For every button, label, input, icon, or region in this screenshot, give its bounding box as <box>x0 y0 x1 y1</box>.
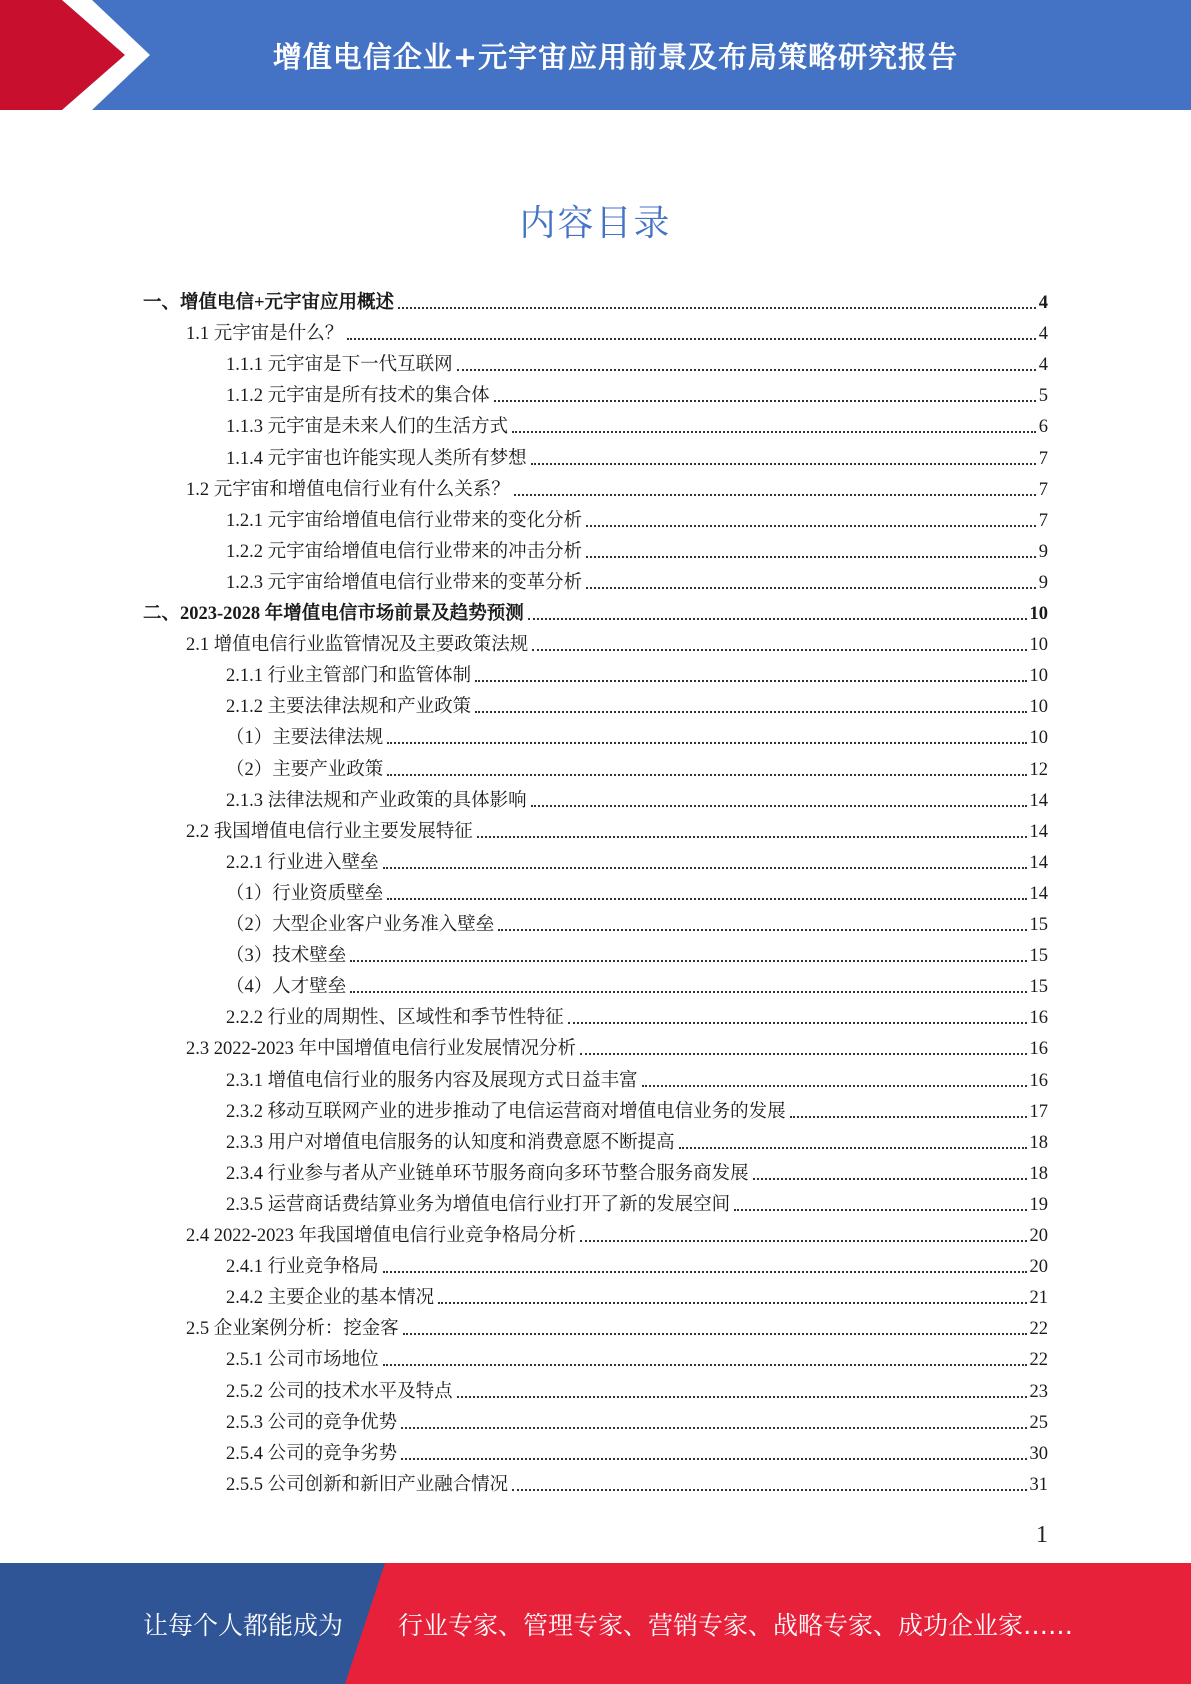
dot-leader <box>401 1458 1026 1460</box>
toc-entry-label: 2.1.3 法律法规和产业政策的具体影响 <box>226 790 527 811</box>
toc-entry-label: 2.5.1 公司市场地位 <box>226 1350 379 1371</box>
header-banner <box>0 0 1191 110</box>
toc-entry-label: 2.1 增值电信行业监管情况及主要政策法规 <box>186 635 529 656</box>
dot-leader <box>350 991 1026 993</box>
toc-entry[interactable] <box>186 471 1048 502</box>
dot-leader <box>532 649 1026 651</box>
toc-entry-label: 2.3.5 运营商话费结算业务为增值电信行业打开了新的发展空间 <box>226 1194 731 1215</box>
dot-leader <box>401 1427 1026 1429</box>
toc-entry-page: 23 <box>1029 1381 1048 1402</box>
toc-entry-page: 25 <box>1029 1412 1048 1433</box>
toc-entry-page: 14 <box>1029 821 1048 842</box>
toc-entry-page: 10 <box>1029 666 1048 687</box>
toc-entry[interactable] <box>226 657 1048 688</box>
toc-entry[interactable] <box>226 440 1048 471</box>
toc-entry-page: 16 <box>1029 1008 1048 1029</box>
toc-entry[interactable] <box>226 1279 1048 1310</box>
toc-entry[interactable] <box>226 1373 1048 1404</box>
toc-entry[interactable] <box>226 968 1048 999</box>
toc-entry[interactable] <box>186 813 1048 844</box>
dot-leader <box>586 587 1036 589</box>
toc-entry-page: 15 <box>1029 915 1048 935</box>
toc-entry-label: 2.1.2 主要法律法规和产业政策 <box>226 697 472 718</box>
dot-leader <box>514 494 1036 496</box>
toc-entry-page: 18 <box>1029 1163 1048 1184</box>
toc-entry-label: （3）技术壁垒 <box>226 946 347 967</box>
toc-entry[interactable] <box>226 688 1048 719</box>
toc-entry-page: 10 <box>1029 728 1048 749</box>
toc-entry-page: 22 <box>1029 1350 1048 1371</box>
toc-entry[interactable] <box>226 1404 1048 1435</box>
toc-entry[interactable] <box>186 315 1048 346</box>
dot-leader <box>387 774 1026 776</box>
toc-entry[interactable] <box>186 1030 1048 1061</box>
toc-entry-label: 2.3 2022-2023 年中国增值电信行业发展情况分析 <box>186 1039 577 1060</box>
toc-entry-label: （2）大型企业客户业务准入壁垒 <box>226 915 495 935</box>
dot-leader <box>475 711 1026 713</box>
dot-leader <box>580 1053 1026 1055</box>
toc-entry[interactable] <box>226 564 1048 595</box>
toc-entry[interactable] <box>226 377 1048 408</box>
toc-entry-label: （2）主要产业政策 <box>226 759 384 780</box>
toc-entry-label: 1.2.3 元宇宙给增值电信行业带来的变革分析 <box>226 572 583 593</box>
toc-entry-page: 17 <box>1029 1101 1048 1122</box>
toc-entry-label: 2.2 我国增值电信行业主要发展特征 <box>186 821 473 842</box>
toc-entry-label: 2.4.1 行业竞争格局 <box>226 1257 379 1278</box>
toc-entry-page: 7 <box>1038 479 1048 500</box>
dot-leader <box>457 1396 1027 1398</box>
toc-entry-page: 30 <box>1029 1443 1048 1464</box>
toc-entry[interactable] <box>143 284 1048 315</box>
toc-entry-page: 10 <box>1029 635 1048 656</box>
toc-entry-page: 14 <box>1029 790 1048 811</box>
toc-entry-label: 2.5.5 公司创新和新旧产业融合情况 <box>226 1474 509 1495</box>
toc-entry[interactable] <box>186 1310 1048 1341</box>
dot-leader <box>347 338 1035 340</box>
toc-entry-label: 2.5.3 公司的竞争优势 <box>226 1412 398 1433</box>
report-title: 增值电信企业+元宇宙应用前景及布局策略研究报告 <box>272 39 959 74</box>
toc-entry[interactable] <box>226 1124 1048 1155</box>
toc-entry-page: 20 <box>1029 1226 1048 1246</box>
footer-banner <box>0 1563 1191 1684</box>
dot-leader <box>642 1085 1027 1087</box>
toc-entry-page: 9 <box>1038 572 1048 593</box>
toc-entry-page: 16 <box>1029 1070 1048 1091</box>
toc-entry-page: 20 <box>1029 1257 1048 1278</box>
toc-entry-label: 1.1.1 元宇宙是下一代互联网 <box>226 355 453 376</box>
toc-entry-page: 6 <box>1038 417 1048 438</box>
toc-entry-page: 18 <box>1029 1132 1048 1153</box>
dot-leader <box>679 1147 1027 1149</box>
footer-slogan-left: 让每个人都能成为 <box>143 1610 344 1640</box>
toc-entry-page: 16 <box>1029 1039 1048 1060</box>
dot-leader <box>568 1022 1027 1024</box>
toc-entry[interactable] <box>226 906 1048 937</box>
toc-entry-label: 2.4 2022-2023 年我国增值电信行业竞争格局分析 <box>186 1226 577 1246</box>
toc-entry[interactable] <box>226 1062 1048 1093</box>
toc-entry[interactable] <box>226 844 1048 875</box>
toc-entry-page: 14 <box>1029 883 1048 904</box>
toc-entry[interactable] <box>226 1093 1048 1124</box>
toc-entry-label: 1.1 元宇宙是什么？ <box>186 324 344 345</box>
toc-entry[interactable] <box>226 1341 1048 1372</box>
toc-entry[interactable] <box>226 875 1048 906</box>
toc-entry[interactable] <box>186 626 1048 657</box>
toc-entry-page: 14 <box>1029 852 1048 873</box>
toc-entry-label: 2.5.2 公司的技术水平及特点 <box>226 1381 453 1402</box>
dot-leader <box>586 556 1036 558</box>
toc-entry[interactable] <box>226 1435 1048 1466</box>
toc-entry[interactable] <box>226 719 1048 750</box>
dot-leader <box>383 867 1027 869</box>
dot-leader <box>438 1302 1026 1304</box>
toc-entry-label: 1.2.2 元宇宙给增值电信行业带来的冲击分析 <box>226 541 583 562</box>
toc-entry-label: 2.5 企业案例分析：挖金客 <box>186 1319 399 1340</box>
toc-entry-label: 2.2.1 行业进入壁垒 <box>226 852 379 873</box>
toc-entry-page: 4 <box>1038 293 1048 313</box>
toc-entry-label: 2.3.1 增值电信行业的服务内容及展现方式日益丰富 <box>226 1070 638 1091</box>
dot-leader <box>528 618 1027 620</box>
toc-entry-page: 7 <box>1038 448 1048 469</box>
toc-entry-page: 10 <box>1029 697 1048 718</box>
dot-leader <box>580 1240 1026 1242</box>
toc-entry-page: 7 <box>1038 510 1048 531</box>
dot-leader <box>498 929 1026 931</box>
dot-leader <box>387 898 1026 900</box>
dot-leader <box>475 680 1026 682</box>
toc-entry-label: （1）主要法律法规 <box>226 728 384 749</box>
toc-entry[interactable] <box>226 999 1048 1030</box>
dot-leader <box>457 369 1036 371</box>
toc-entry-label: 2.5.4 公司的竞争劣势 <box>226 1443 398 1464</box>
toc-entry-label: 2.1.1 行业主管部门和监管体制 <box>226 666 472 687</box>
toc-entry-label: 2.3.3 用户对增值电信服务的认知度和消费意愿不断提高 <box>226 1132 675 1153</box>
toc-entry[interactable] <box>226 1186 1048 1217</box>
toc-entry-label: 1.2.1 元宇宙给增值电信行业带来的变化分析 <box>226 510 583 531</box>
toc-entry-page: 12 <box>1029 759 1048 780</box>
toc-entry-page: 4 <box>1038 324 1048 345</box>
dot-leader <box>403 1333 1027 1335</box>
toc-entry-page: 21 <box>1029 1288 1048 1309</box>
toc-entry-page: 5 <box>1038 386 1048 407</box>
toc-entry-label: 二、2023-2028 年增值电信市场前景及趋势预测 <box>143 604 524 624</box>
toc-entry-label: 2.2.2 行业的周期性、区域性和季节性特征 <box>226 1008 564 1029</box>
toc-entry-page: 19 <box>1029 1194 1048 1215</box>
dot-leader <box>753 1178 1027 1180</box>
footer-slogan-right: 行业专家、管理专家、营销专家、战略专家、成功企业家…… <box>398 1610 1074 1640</box>
toc-entry-label: 2.3.4 行业参与者从产业链单环节服务商向多环节整合服务商发展 <box>226 1163 749 1184</box>
toc-entry[interactable] <box>226 408 1048 439</box>
toc-entry-label: 1.2 元宇宙和增值电信行业有什么关系？ <box>186 479 510 500</box>
toc-entry[interactable] <box>226 1466 1048 1497</box>
toc-entry-page: 4 <box>1038 355 1048 376</box>
toc-entry[interactable] <box>226 1248 1048 1279</box>
toc-entry-label: 1.1.4 元宇宙也许能实现人类所有梦想 <box>226 448 527 469</box>
dot-leader <box>734 1209 1026 1211</box>
toc-entry-page: 31 <box>1029 1474 1048 1495</box>
toc-entry[interactable] <box>226 502 1048 533</box>
toc-entry[interactable] <box>226 533 1048 564</box>
dot-leader <box>383 1271 1027 1273</box>
dot-leader <box>387 742 1026 744</box>
toc-entry-page: 22 <box>1029 1319 1048 1340</box>
dot-leader <box>383 1364 1027 1366</box>
dot-leader <box>512 431 1036 433</box>
dot-leader <box>790 1116 1027 1118</box>
toc-entry-label: 1.1.2 元宇宙是所有技术的集合体 <box>226 386 490 407</box>
dot-leader <box>586 525 1036 527</box>
toc-entry[interactable] <box>226 782 1048 813</box>
toc-entry[interactable] <box>186 1217 1048 1248</box>
dot-leader <box>512 1489 1026 1491</box>
page-number: 1 <box>1036 1522 1048 1548</box>
dot-leader <box>350 960 1026 962</box>
toc-entry[interactable] <box>226 346 1048 377</box>
toc-entry-label: 一、增值电信+元宇宙应用概述 <box>143 293 395 313</box>
toc-entry-label: 2.4.2 主要企业的基本情况 <box>226 1288 435 1309</box>
toc-entry-page: 9 <box>1038 541 1048 562</box>
dot-leader <box>531 805 1027 807</box>
toc-entry-label: （1）行业资质壁垒 <box>226 883 384 904</box>
dot-leader <box>531 463 1036 465</box>
toc-entry-label: 2.3.2 移动互联网产业的进步推动了电信运营商对增值电信业务的发展 <box>226 1101 786 1122</box>
dot-leader <box>398 307 1036 309</box>
toc-entry-page: 10 <box>1029 604 1048 624</box>
toc-entry[interactable] <box>143 595 1048 626</box>
toc-entry-label: 1.1.3 元宇宙是未来人们的生活方式 <box>226 417 509 438</box>
toc-entry[interactable] <box>226 751 1048 782</box>
toc-entry-label: （4）人才壁垒 <box>226 977 347 998</box>
dot-leader <box>494 400 1036 402</box>
toc-heading: 内容目录 <box>519 203 672 244</box>
toc-entry-page: 15 <box>1029 946 1048 967</box>
toc-entry[interactable] <box>226 937 1048 968</box>
toc-entry-page: 15 <box>1029 977 1048 998</box>
toc-entry[interactable] <box>226 1155 1048 1186</box>
dot-leader <box>477 836 1027 838</box>
